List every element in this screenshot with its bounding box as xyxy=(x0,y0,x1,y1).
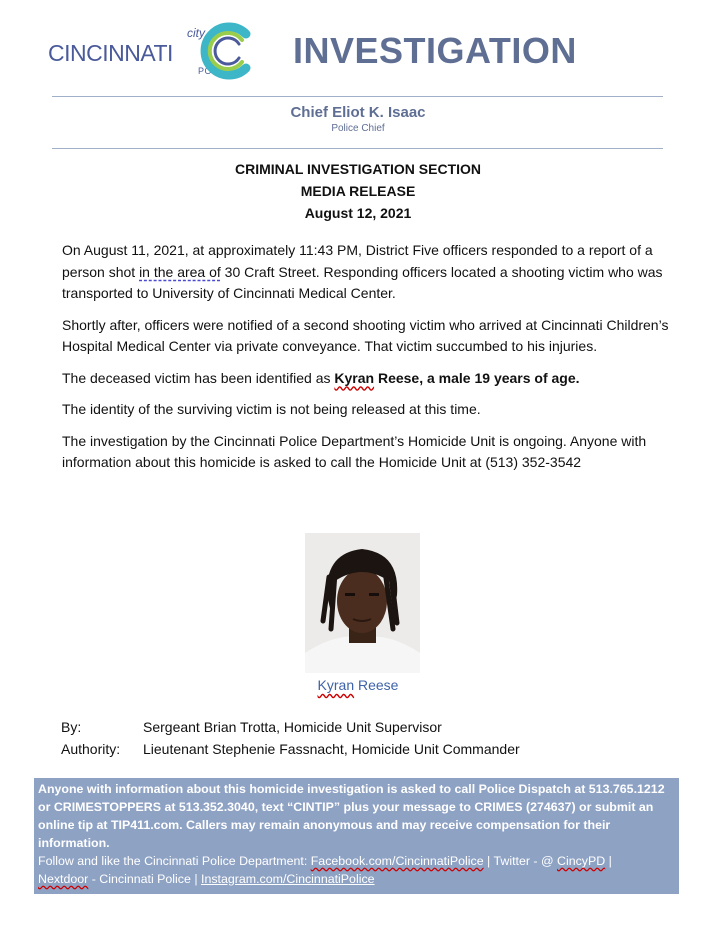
tip-footer xyxy=(34,778,679,894)
p3-text-a: The deceased victim has been identified as xyxy=(62,369,335,386)
twitter-link[interactable]: CincyPD xyxy=(557,854,606,868)
caption-first-name: Kyran xyxy=(317,677,355,693)
page-title: INVESTIGATION xyxy=(293,30,577,71)
authority-value: Lieutenant Stephenie Fassnacht, Homicide Unit Commander xyxy=(143,741,520,757)
p1-text-a: On August 11, 2021, at approximately 11:43 PM, District Five officers responded to a report of a person shot xyxy=(62,242,653,280)
p1-text-c: 30 Craft Street. Responding officers located a shooting victim who was transported to University of Cincinnati Medical Center. xyxy=(62,263,663,301)
chief-divider xyxy=(52,148,663,149)
nextdoor-link[interactable]: Nextdoor xyxy=(38,872,89,886)
paragraph-second-victim: Shortly after, officers were notified of a second shooting victim who arrived at Cincinnati Children’s Hospital Medical Center via private conveyance. That victim succumbed to his injuries. xyxy=(62,316,669,354)
footer-follow-text: Follow and like the Cincinnati Police Department: xyxy=(38,854,311,868)
footer-tip-text: Anyone with information about this homicide investigation is asked to call Police Dispatch at 513.765.1212 or CRIMESTOPPERS at 513.352.3040, text “CINTIP” plus your message to CRIMES (274637) or submit an online tip at TIP411.com. Callers may remain anonymous and may receive compensation for their information. xyxy=(38,782,665,850)
byline xyxy=(61,716,520,760)
victim-photo xyxy=(305,533,420,673)
chief-name: Chief Eliot K. Isaac xyxy=(290,104,426,121)
release-body xyxy=(62,240,687,484)
paragraph-surviving-victim: The identity of the surviving victim is not being released at this time. xyxy=(62,401,481,417)
paragraph-contact: The investigation by the Cincinnati Police Department’s Homicide Unit is ongoing. Anyone with information about this homicide is asked to call the Homicide Unit at (513) 352-3542 xyxy=(62,432,647,470)
release-date: August 12, 2021 xyxy=(304,205,412,221)
byline-authority xyxy=(61,738,520,760)
footer-nextdoor-text: - Cincinnati Police | xyxy=(88,872,201,886)
victim-portrait-image xyxy=(305,533,420,673)
victim-first-name: Kyran xyxy=(334,369,375,386)
section-name: CRIMINAL INVESTIGATION SECTION xyxy=(234,161,482,177)
section-heading xyxy=(0,158,716,224)
logo-police: POLICE xyxy=(198,66,235,76)
by-label: By: xyxy=(61,719,82,735)
logo-c-mark-icon xyxy=(198,22,256,80)
cincinnati-police-logo xyxy=(48,22,253,84)
paragraph-incident xyxy=(62,240,687,305)
paragraph-identification xyxy=(62,368,687,390)
p3-text-b: Reese, a male 19 years of age. xyxy=(374,369,580,386)
caption-last-name: Reese xyxy=(354,677,399,693)
photo-caption xyxy=(0,677,716,693)
chief-title: Police Chief xyxy=(331,123,385,134)
footer-sep-twitter: | Twitter - @ xyxy=(483,854,558,868)
release-type: MEDIA RELEASE xyxy=(300,183,416,199)
footer-sep: | xyxy=(605,854,612,868)
logo-city-of: city of xyxy=(187,26,219,40)
chief-block xyxy=(0,104,716,134)
logo-name: CINCINNATI xyxy=(48,40,173,66)
p1-text-b: in the area of xyxy=(139,263,221,280)
header-divider xyxy=(52,96,663,97)
authority-label: Authority: xyxy=(61,741,121,757)
facebook-link[interactable]: Facebook.com/CincinnatiPolice xyxy=(310,854,484,868)
header xyxy=(0,0,716,95)
instagram-link[interactable]: Instagram.com/CincinnatiPolice xyxy=(201,872,375,886)
byline-by xyxy=(61,716,520,738)
by-value: Sergeant Brian Trotta, Homicide Unit Supervisor xyxy=(143,719,442,735)
